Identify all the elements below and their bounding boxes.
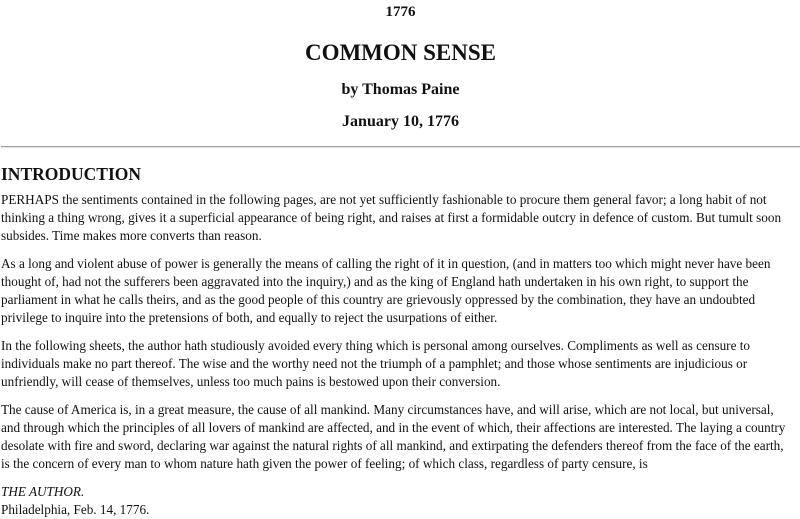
paragraph: The cause of America is, in a great measure, the cause of all mankind. Many circumstances have, and will arise, which are not local, but universal, and through which the principles of all lovers of mankind are affected, and in the event of which, their affections are interested. The laying a country desolate with fire and sword, declaring war against the natural rights of all mankind, and extirpating the defenders thereof from the face of the earth, is the concern of every man to whom nature hath given the power of feeling; of which class, regardless of party censure, is [1, 402, 786, 471]
document-year: 1776 [385, 4, 416, 20]
document-title: COMMON SENSE [304, 40, 497, 65]
document-byline: by Thomas Paine [341, 81, 460, 98]
signature-author: THE AUTHOR. [1, 484, 85, 499]
section-heading: INTRODUCTION [1, 164, 142, 184]
signature-block [1, 483, 800, 519]
signature-place-date: Philadelphia, Feb. 14, 1776. [1, 502, 150, 517]
horizontal-divider [1, 146, 800, 148]
paragraph: PERHAPS the sentiments contained in the following pages, are not yet sufficiently fashionable to procure them general favor; a long habit of not thinking a thing wrong, gives it a superficial appearance of being right, and raises at first a formidable outcry in defence of custom. But tumult soon subsides. Time makes more converts than reason. [1, 192, 782, 243]
paragraph: As a long and violent abuse of power is generally the means of calling the right of it in question, (and in matters too which might never have been thought of, had not the sufferers been aggravated into the inquiry,) and as the king of England hath undertaken in his own right, to support the parliament in what he calls theirs, and as the good people of this country are grievously oppressed by the combination, they have an undoubted privilege to inquire into the pretensions of both, and equally to reject the usurpations of either. [1, 256, 771, 325]
document-date: January 10, 1776 [342, 113, 459, 130]
paragraph: In the following sheets, the author hath studiously avoided every thing which is personal among ourselves. Compliments as well as censure to individuals make no part thereof. The wise and the worthy need not the triumph of a pamphlet; and those whose sentiments are injudicious or unfriendly, will cease of themselves, unless too much pains is bestowed upon their conversion. [1, 338, 750, 389]
